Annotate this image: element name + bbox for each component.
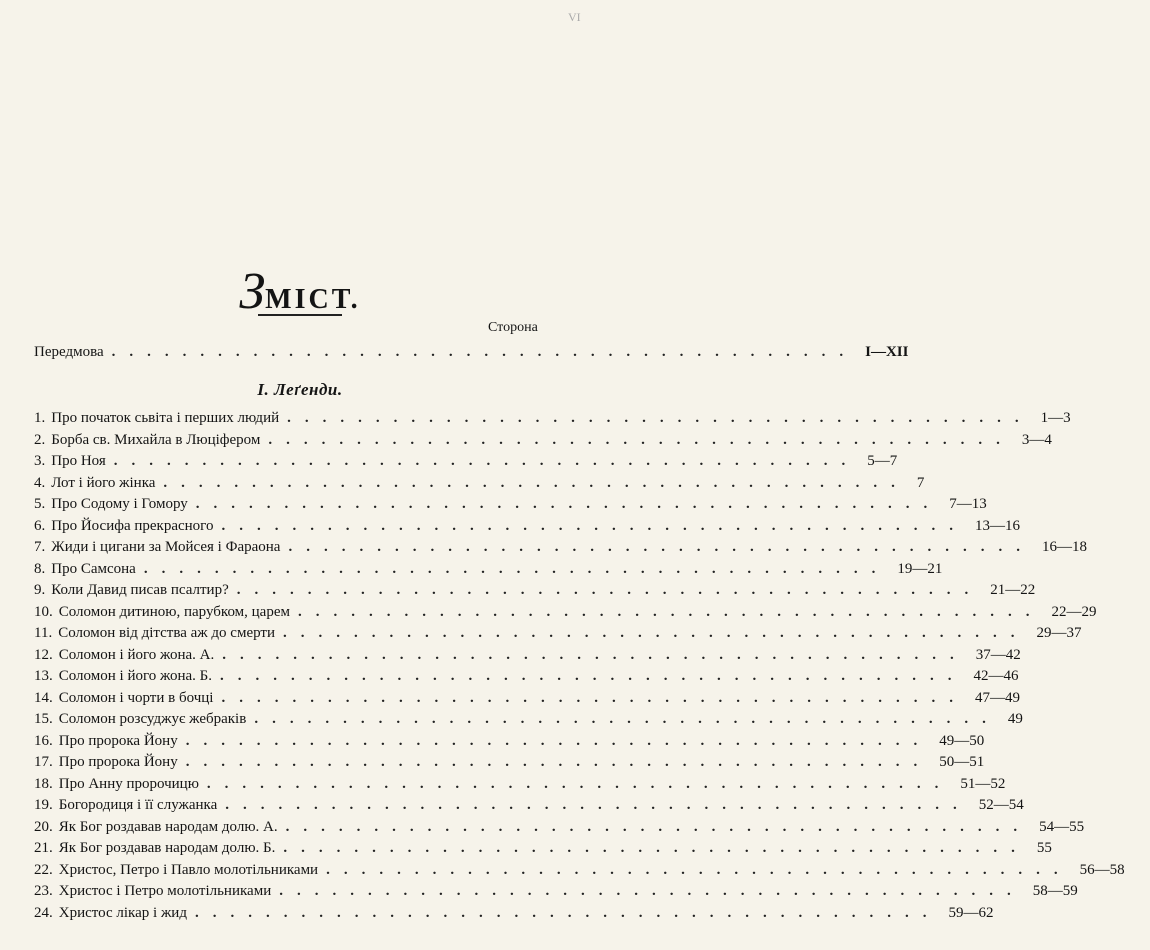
section-heading: I. Леґенди. bbox=[257, 380, 343, 399]
toc-entry bbox=[34, 539, 1087, 561]
entry-title: Як Бог роздавав народам долю. Б. bbox=[58, 840, 276, 856]
entry-number: 23. bbox=[34, 883, 53, 899]
toc-entry bbox=[34, 668, 1019, 690]
entry-pages: 7—13 bbox=[949, 496, 987, 512]
dot-leader: .......................................... bbox=[279, 883, 1025, 899]
entry-pages: 52—54 bbox=[978, 797, 1024, 813]
dot-leader: .......................................... bbox=[236, 582, 983, 598]
entry-title: Борба св. Михайла в Люціфером bbox=[51, 431, 261, 448]
dot-leader: .......................................... bbox=[185, 754, 932, 770]
entry-title: Соломон розсуджує жебраків bbox=[58, 711, 247, 727]
entry-pages: 37—42 bbox=[975, 646, 1021, 663]
toc-entry bbox=[34, 840, 1052, 862]
entry-number: 3. bbox=[34, 453, 46, 469]
entry-title: Христос лікар і жид bbox=[58, 904, 187, 921]
toc-entry bbox=[34, 410, 1071, 432]
toc-entry bbox=[34, 797, 1024, 819]
toc-entry bbox=[34, 517, 1020, 540]
entry-title: Соломон і його жона. Б. bbox=[58, 668, 213, 684]
entry-pages: 21—22 bbox=[990, 582, 1036, 598]
entry-pages: 22—29 bbox=[1051, 603, 1097, 620]
entry-number: 15. bbox=[34, 711, 53, 727]
entry-pages: 49—50 bbox=[939, 732, 985, 749]
dot-leader: .......................................... bbox=[283, 625, 1029, 641]
entry-number: 6. bbox=[34, 517, 46, 534]
entry-title: Про пророка Йону bbox=[58, 732, 178, 749]
entry-number: 19. bbox=[34, 797, 53, 813]
entry-title: Про Ноя bbox=[51, 453, 106, 469]
entry-number: 13. bbox=[34, 668, 53, 684]
preface-pages: I—XII bbox=[865, 344, 909, 360]
entry-title: Соломон дитиною, парубком, царем bbox=[58, 603, 290, 620]
toc-entry bbox=[34, 431, 1052, 454]
entry-pages: 56—58 bbox=[1079, 861, 1125, 878]
entry-number: 21. bbox=[34, 840, 53, 856]
entry-title: Про початок сьвіта і перших людий bbox=[51, 410, 280, 426]
dot-leader: .......................................... bbox=[206, 775, 953, 792]
entry-number: 12. bbox=[34, 646, 53, 663]
dot-leader: .......................................... bbox=[225, 797, 971, 813]
entry-pages: 42—46 bbox=[973, 668, 1019, 684]
entry-pages: 51—52 bbox=[960, 775, 1006, 792]
toc-entry bbox=[34, 754, 985, 776]
dot-leader: .......................................... bbox=[298, 603, 1044, 620]
entry-number: 5. bbox=[34, 496, 46, 512]
dot-leader: .......................................... bbox=[254, 711, 1000, 727]
entry-number: 4. bbox=[34, 474, 46, 491]
entry-number: 8. bbox=[34, 560, 46, 577]
entry-pages: 49 bbox=[1007, 711, 1023, 727]
dot-leader: .......................................... bbox=[195, 496, 942, 512]
toc-entry bbox=[34, 861, 1125, 884]
entry-title: Про пророка Йону bbox=[58, 754, 178, 770]
entry-pages: 47—49 bbox=[974, 689, 1020, 706]
toc-entry bbox=[34, 689, 1020, 712]
toc-entry bbox=[34, 582, 1036, 604]
toc-entry bbox=[34, 560, 943, 583]
entry-pages: 55 bbox=[1036, 840, 1052, 856]
toc-entry bbox=[34, 603, 1097, 626]
dot-leader: .......................................... bbox=[326, 861, 1072, 878]
dot-leader: .......................................... bbox=[163, 474, 909, 491]
dot-leader: .......................................... bbox=[221, 517, 967, 534]
toc-entry bbox=[34, 818, 1085, 841]
dot-leader: .......................................... bbox=[283, 840, 1029, 856]
dot-leader: .......................................... bbox=[111, 344, 858, 360]
dot-leader: .......................................... bbox=[143, 560, 890, 577]
page-title bbox=[0, 262, 600, 321]
entry-number: 10. bbox=[34, 603, 53, 620]
title-ornament bbox=[258, 314, 342, 318]
column-header: Сторона bbox=[488, 320, 538, 335]
entry-pages: 54—55 bbox=[1039, 818, 1085, 835]
entry-pages: 3—4 bbox=[1021, 431, 1052, 448]
entry-number: 16. bbox=[34, 732, 53, 749]
entry-title: Лот і його жінка bbox=[51, 474, 156, 491]
dot-leader: .......................................... bbox=[222, 646, 968, 663]
entry-title: Про Содому і Гомору bbox=[51, 496, 188, 512]
entry-title: Про Йосифа прекрасного bbox=[51, 517, 214, 534]
toc-entry bbox=[34, 474, 925, 497]
entry-pages: 7 bbox=[916, 474, 925, 491]
entry-number: 17. bbox=[34, 754, 53, 770]
dot-leader: .......................................... bbox=[221, 689, 967, 706]
entry-title: Соломон і його жона. А. bbox=[58, 646, 215, 663]
dot-leader: .......................................... bbox=[185, 732, 932, 749]
page-number: VI bbox=[568, 10, 581, 24]
toc-entry bbox=[34, 625, 1082, 647]
dot-leader: .......................................... bbox=[113, 453, 860, 469]
entry-number: 22. bbox=[34, 861, 53, 878]
entry-pages: 13—16 bbox=[974, 517, 1020, 534]
dot-leader: .......................................... bbox=[285, 818, 1032, 835]
entry-number: 14. bbox=[34, 689, 53, 706]
entry-title: Як Бог роздавав народам долю. А. bbox=[58, 818, 278, 835]
toc-entry bbox=[34, 646, 1021, 669]
preface-label: Передмова bbox=[34, 344, 104, 360]
entry-title: Про Анну пророчицю bbox=[58, 775, 199, 792]
toc-entry bbox=[34, 883, 1078, 905]
entry-pages: 58—59 bbox=[1032, 883, 1078, 899]
entry-title: Коли Давид писав псалтир? bbox=[51, 582, 229, 598]
entry-pages: 5—7 bbox=[867, 453, 898, 469]
entry-pages: 59—62 bbox=[948, 904, 994, 921]
entry-number: 18. bbox=[34, 775, 53, 792]
preface-row bbox=[34, 344, 909, 366]
entry-title: Жиди і цигани за Мойсея і Фараона bbox=[51, 539, 281, 555]
entry-pages: 16—18 bbox=[1041, 539, 1087, 555]
entry-title: Соломон від дітства аж до смерти bbox=[58, 625, 275, 641]
entry-pages: 29—37 bbox=[1036, 625, 1082, 641]
toc-entry bbox=[34, 775, 1006, 798]
entry-title: Соломон і чорти в бочці bbox=[58, 689, 214, 706]
title-rest: МІСТ. bbox=[265, 284, 361, 315]
dot-leader: .......................................... bbox=[194, 904, 941, 921]
dot-leader: .......................................... bbox=[268, 431, 1014, 448]
entry-title: Богородиця і її служанка bbox=[58, 797, 218, 813]
entry-number: 1. bbox=[34, 410, 46, 426]
toc-entry bbox=[34, 711, 1023, 733]
entry-title: Христос і Петро молотільниками bbox=[58, 883, 272, 899]
toc-entry bbox=[34, 453, 898, 475]
entry-number: 2. bbox=[34, 431, 46, 448]
entry-title: Христос, Петро і Павло молотільниками bbox=[58, 861, 319, 878]
entry-number: 9. bbox=[34, 582, 46, 598]
toc-entry bbox=[34, 904, 994, 927]
dot-leader: .......................................... bbox=[220, 668, 966, 684]
dot-leader: .......................................... bbox=[288, 539, 1034, 555]
toc-list bbox=[34, 410, 1125, 926]
toc-entry bbox=[34, 732, 985, 755]
entry-number: 7. bbox=[34, 539, 46, 555]
entry-pages: 50—51 bbox=[939, 754, 985, 770]
toc-entry bbox=[34, 496, 987, 518]
entry-number: 11. bbox=[34, 625, 53, 641]
entry-number: 24. bbox=[34, 904, 53, 921]
entry-pages: 19—21 bbox=[897, 560, 943, 577]
entry-number: 20. bbox=[34, 818, 53, 835]
dot-leader: .......................................... bbox=[287, 410, 1033, 426]
title-initial: З bbox=[239, 263, 266, 320]
entry-title: Про Самсона bbox=[51, 560, 136, 577]
entry-pages: 1—3 bbox=[1040, 410, 1071, 426]
